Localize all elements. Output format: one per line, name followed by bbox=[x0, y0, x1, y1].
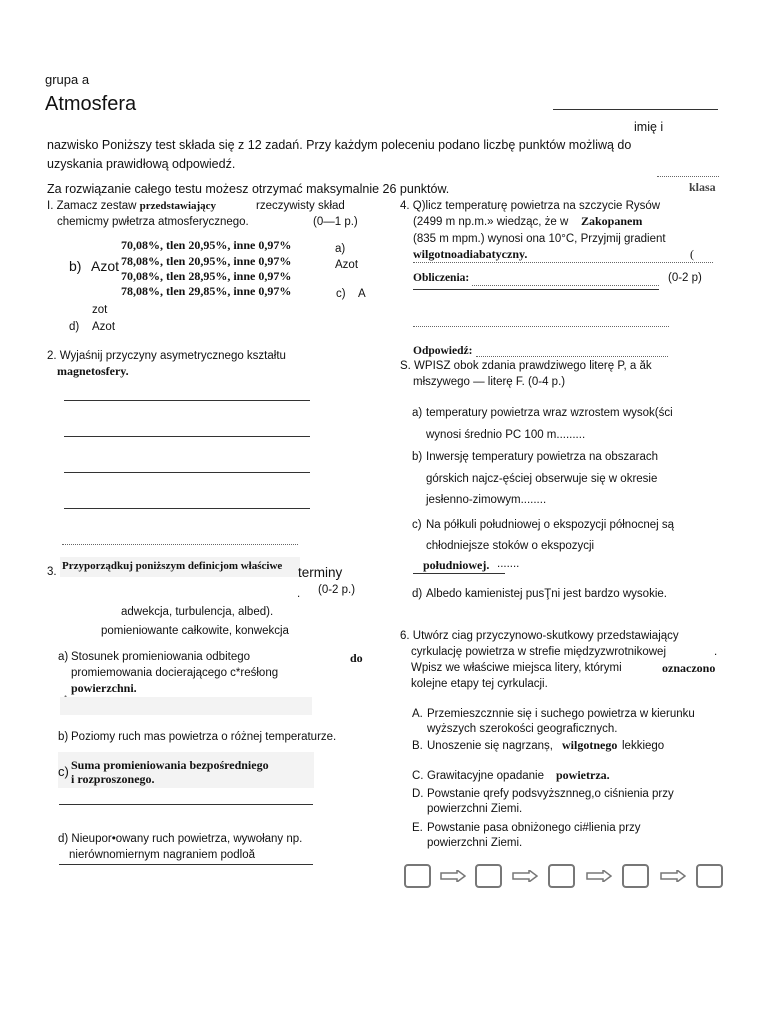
class-label: klasa bbox=[689, 180, 716, 194]
q4-calc-label: Obliczenia: bbox=[413, 272, 470, 284]
name-line[interactable] bbox=[553, 109, 718, 110]
q4-line-4: wilgotnoadiabatyczny. bbox=[413, 247, 528, 261]
arrow-right-icon bbox=[660, 870, 686, 882]
q6-item-d-label: D. bbox=[412, 788, 424, 800]
q5-a-line-1: temperatury powietrza wraz wzrostem wysok(ści bbox=[426, 407, 673, 419]
q6-item-c-label: C. bbox=[412, 770, 424, 782]
group-label: grupa a bbox=[45, 72, 90, 87]
intro-line-2: uzyskania prawidłową odpowiedź. bbox=[47, 157, 236, 171]
q5-b-line-3: jesłenno-zimowym........ bbox=[426, 494, 547, 506]
arrow-right-icon bbox=[512, 870, 538, 882]
q5-b-line-2: górskich najcz-ęściej obserwuje się w okresie bbox=[426, 473, 658, 485]
q4-line-2a: (2499 m np.m.» wiedząc, że w bbox=[413, 216, 569, 228]
q3-a-label: a) bbox=[58, 651, 69, 663]
q6-item-e-line-1: Powstanie pasa obniżonego ci#lienia przy bbox=[427, 822, 641, 834]
q3-a-scan-bg bbox=[60, 697, 312, 715]
q1-option-4: 78,08%, tlen 29,85%, inne 0,97% bbox=[121, 284, 292, 298]
q3-a-do: do bbox=[350, 651, 363, 665]
sequence-box-1[interactable] bbox=[404, 864, 431, 888]
q3-points: (0-2 p.) bbox=[318, 584, 356, 596]
q3-dot: . bbox=[297, 588, 301, 600]
q3-scan-text: Przyporządkuj poniższym definicjom właściwe bbox=[62, 560, 283, 572]
q3-number: 3. bbox=[47, 566, 57, 578]
q5-a-line-2: wynosi średnio PC 100 m......... bbox=[426, 429, 586, 441]
q1-c-label: c) bbox=[336, 288, 346, 300]
q1-d-text: Azot bbox=[92, 321, 116, 333]
q1-option-2: 78,08%, tlen 20,95%, inne 0,97% bbox=[121, 254, 292, 268]
q3-d-line-1: d) Nieupor•owany ruch powietrza, wywołany np. bbox=[58, 833, 303, 845]
q1-b-label: b) bbox=[69, 258, 82, 274]
class-line[interactable] bbox=[657, 176, 719, 177]
q1-c-text: A bbox=[358, 288, 366, 300]
q4-calc-line[interactable] bbox=[472, 285, 659, 286]
q5-a-label: a) bbox=[412, 407, 423, 419]
q4-line-2b: Zakopanem bbox=[581, 214, 643, 228]
q1-text-a: I. Zamacz zestaw bbox=[47, 200, 137, 212]
intro-line-1: nazwisko Poniższy test składa się z 12 zadań. Przy każdym poleceniu podano liczbę punktów możliwą do bbox=[47, 138, 632, 152]
q1-text-b: rzeczywisty skład bbox=[256, 200, 345, 212]
q6-item-b-label: B. bbox=[412, 740, 423, 752]
q5-c-label: c) bbox=[412, 519, 422, 531]
q3-a-line-1: Stosunek promieniowania odbitego bbox=[71, 651, 251, 663]
q6-item-c-scan: powietrza. bbox=[556, 768, 610, 782]
q1-a-text: Azot bbox=[335, 259, 359, 271]
q6-line-2a: cyrkulację powietrza w strefie międzyzwrotnikowej bbox=[411, 646, 666, 658]
q5-d-label: d) bbox=[412, 588, 423, 600]
q4-calc-dots[interactable] bbox=[413, 262, 713, 263]
sequence-box-2[interactable] bbox=[475, 864, 502, 888]
q6-line-2b: . bbox=[714, 646, 718, 658]
q1-points: (0—1 p.) bbox=[313, 216, 358, 228]
q5-line-2: młszywego — literę F. (0-4 p.) bbox=[413, 376, 566, 388]
q6-item-d-line-1: Powstanie qrefy podsvyższnneg,o ciśnienia przy bbox=[427, 788, 674, 800]
q2-answer-line-2[interactable] bbox=[64, 436, 310, 437]
q4-answer-label: Odpowiedź: bbox=[413, 345, 473, 357]
q3-a-line-3: powierzchni. bbox=[71, 681, 137, 695]
q2-line-2: magnetosfery. bbox=[57, 364, 129, 378]
q5-c-line-3: południowej. bbox=[423, 558, 490, 572]
q4-points: (0-2 p) bbox=[668, 272, 702, 284]
arrow-right-icon bbox=[440, 870, 466, 882]
q5-b-label: b) bbox=[412, 451, 423, 463]
q5-c-line-3-dots: ....... bbox=[497, 558, 520, 570]
q2-answer-line-5[interactable] bbox=[62, 544, 298, 545]
q4-answer-line[interactable] bbox=[476, 356, 668, 357]
q6-line-3b: oznaczono bbox=[662, 661, 716, 675]
q3-d-answer-line[interactable] bbox=[59, 864, 313, 865]
q6-line-4: kolejne etapy tej cyrkulacji. bbox=[411, 678, 548, 690]
q6-item-c-line-1: Grawitacyjne opadanie bbox=[427, 770, 544, 782]
q4-line-4-tail: ( bbox=[690, 247, 694, 261]
q6-item-b-scan: wilgotnego bbox=[562, 738, 618, 752]
q1-option-3: 70,08%, tlen 28,95%, inne 0,97% bbox=[121, 269, 292, 283]
q2-line-1: 2. Wyjaśnij przyczyny asymetrycznego kształtu bbox=[47, 350, 286, 362]
q6-item-e-line-2: powierzchni Ziemi. bbox=[427, 837, 523, 849]
q6-item-a-line-1: Przemieszcznnie się i suchego powietrza w kierunku bbox=[427, 708, 695, 720]
q5-line-1: S. WPISZ obok zdania prawdziwego literę P, a ăk bbox=[400, 360, 652, 372]
q5-c-line-2: chłodniejsze stoków o ekspozycji bbox=[426, 540, 595, 552]
q6-item-b-tail: lekkiego bbox=[622, 740, 665, 752]
q3-c-line-2: i rozproszonego. bbox=[71, 772, 155, 786]
q6-item-a-label: A. bbox=[412, 708, 423, 720]
sequence-box-3[interactable] bbox=[548, 864, 575, 888]
q1-zot: zot bbox=[92, 304, 108, 316]
q1-d-label: d) bbox=[69, 321, 80, 333]
q3-c-answer-line[interactable] bbox=[59, 804, 313, 805]
q3-b-text: Poziomy ruch mas powietrza o różnej temperaturze. bbox=[71, 731, 337, 743]
q5-b-line-1: Inwersję temperatury powietrza na obszarach bbox=[426, 451, 659, 463]
arrow-right-icon bbox=[586, 870, 612, 882]
q3-d-line-2: nierównomiernym nagraniem podloă bbox=[69, 849, 256, 861]
sequence-box-4[interactable] bbox=[622, 864, 649, 888]
q6-line-1: 6. Utwórz ciag przyczynowo-skutkowy przedstawiający bbox=[400, 630, 679, 642]
q6-line-3a: Wpisz we właściwe miejsca litery, którymi bbox=[411, 662, 622, 674]
q3-c-line-1: Suma promieniowania bezpośredniego bbox=[71, 758, 269, 772]
q3-terminy: terminy bbox=[298, 565, 343, 580]
q3-terms-2: pomieniowante całkowite, konwekcja bbox=[101, 625, 289, 637]
q3-terms-1: adwekcja, turbulencja, albed). bbox=[121, 606, 274, 618]
q5-c-underline[interactable] bbox=[413, 573, 505, 574]
q5-c-line-1: Na półkuli południowej o ekspozycji północnej są bbox=[426, 519, 675, 531]
q1-a-label: a) bbox=[335, 243, 346, 255]
q3-b-label: b) bbox=[58, 731, 69, 743]
q1-line-2: chemicmy pwłetrza atmosferycznego. bbox=[57, 216, 249, 228]
q2-answer-line-4[interactable] bbox=[64, 508, 310, 509]
q6-item-b-line-1: Unoszenie się nagrzanș, bbox=[427, 740, 553, 752]
total-points: Za rozwiązanie całego testu możesz otrzymać maksymalnie 26 punktów. bbox=[47, 182, 450, 196]
q3-c-label: c) bbox=[58, 764, 69, 779]
q6-item-d-line-2: powierzchni Ziemi. bbox=[427, 803, 523, 815]
q4-line-3: (835 m mpm.) wynosi ona 10°C, Przyjmij gradient bbox=[413, 233, 666, 245]
sequence-box-5[interactable] bbox=[696, 864, 723, 888]
name-label: imię i bbox=[634, 120, 664, 134]
q2-answer-line-3[interactable] bbox=[64, 472, 310, 473]
q6-item-a-line-2: wyższych szerokości geograficznych. bbox=[427, 723, 618, 735]
q1-scan-word: przedstawiający bbox=[139, 200, 217, 212]
q4-calc-underline[interactable] bbox=[413, 289, 659, 290]
q4-work-line[interactable] bbox=[413, 326, 669, 327]
q3-a-line-2: promiemowania docierającego c*reśłong bbox=[71, 667, 279, 679]
q4-line-1: 4. Q)licz temperaturę powietrza na szczycie Rysów bbox=[400, 200, 661, 212]
page-title: Atmosfera bbox=[45, 93, 137, 115]
q5-d-text: Albedo kamienistej pusŢni jest bardzo wysokie. bbox=[426, 588, 667, 600]
q6-item-e-label: E. bbox=[412, 822, 423, 834]
q1-option-1: 70,08%, tlen 20,95%, inne 0,97% bbox=[121, 238, 292, 252]
q1-b-text: Azot bbox=[91, 258, 120, 274]
q2-answer-line-1[interactable] bbox=[64, 400, 310, 401]
